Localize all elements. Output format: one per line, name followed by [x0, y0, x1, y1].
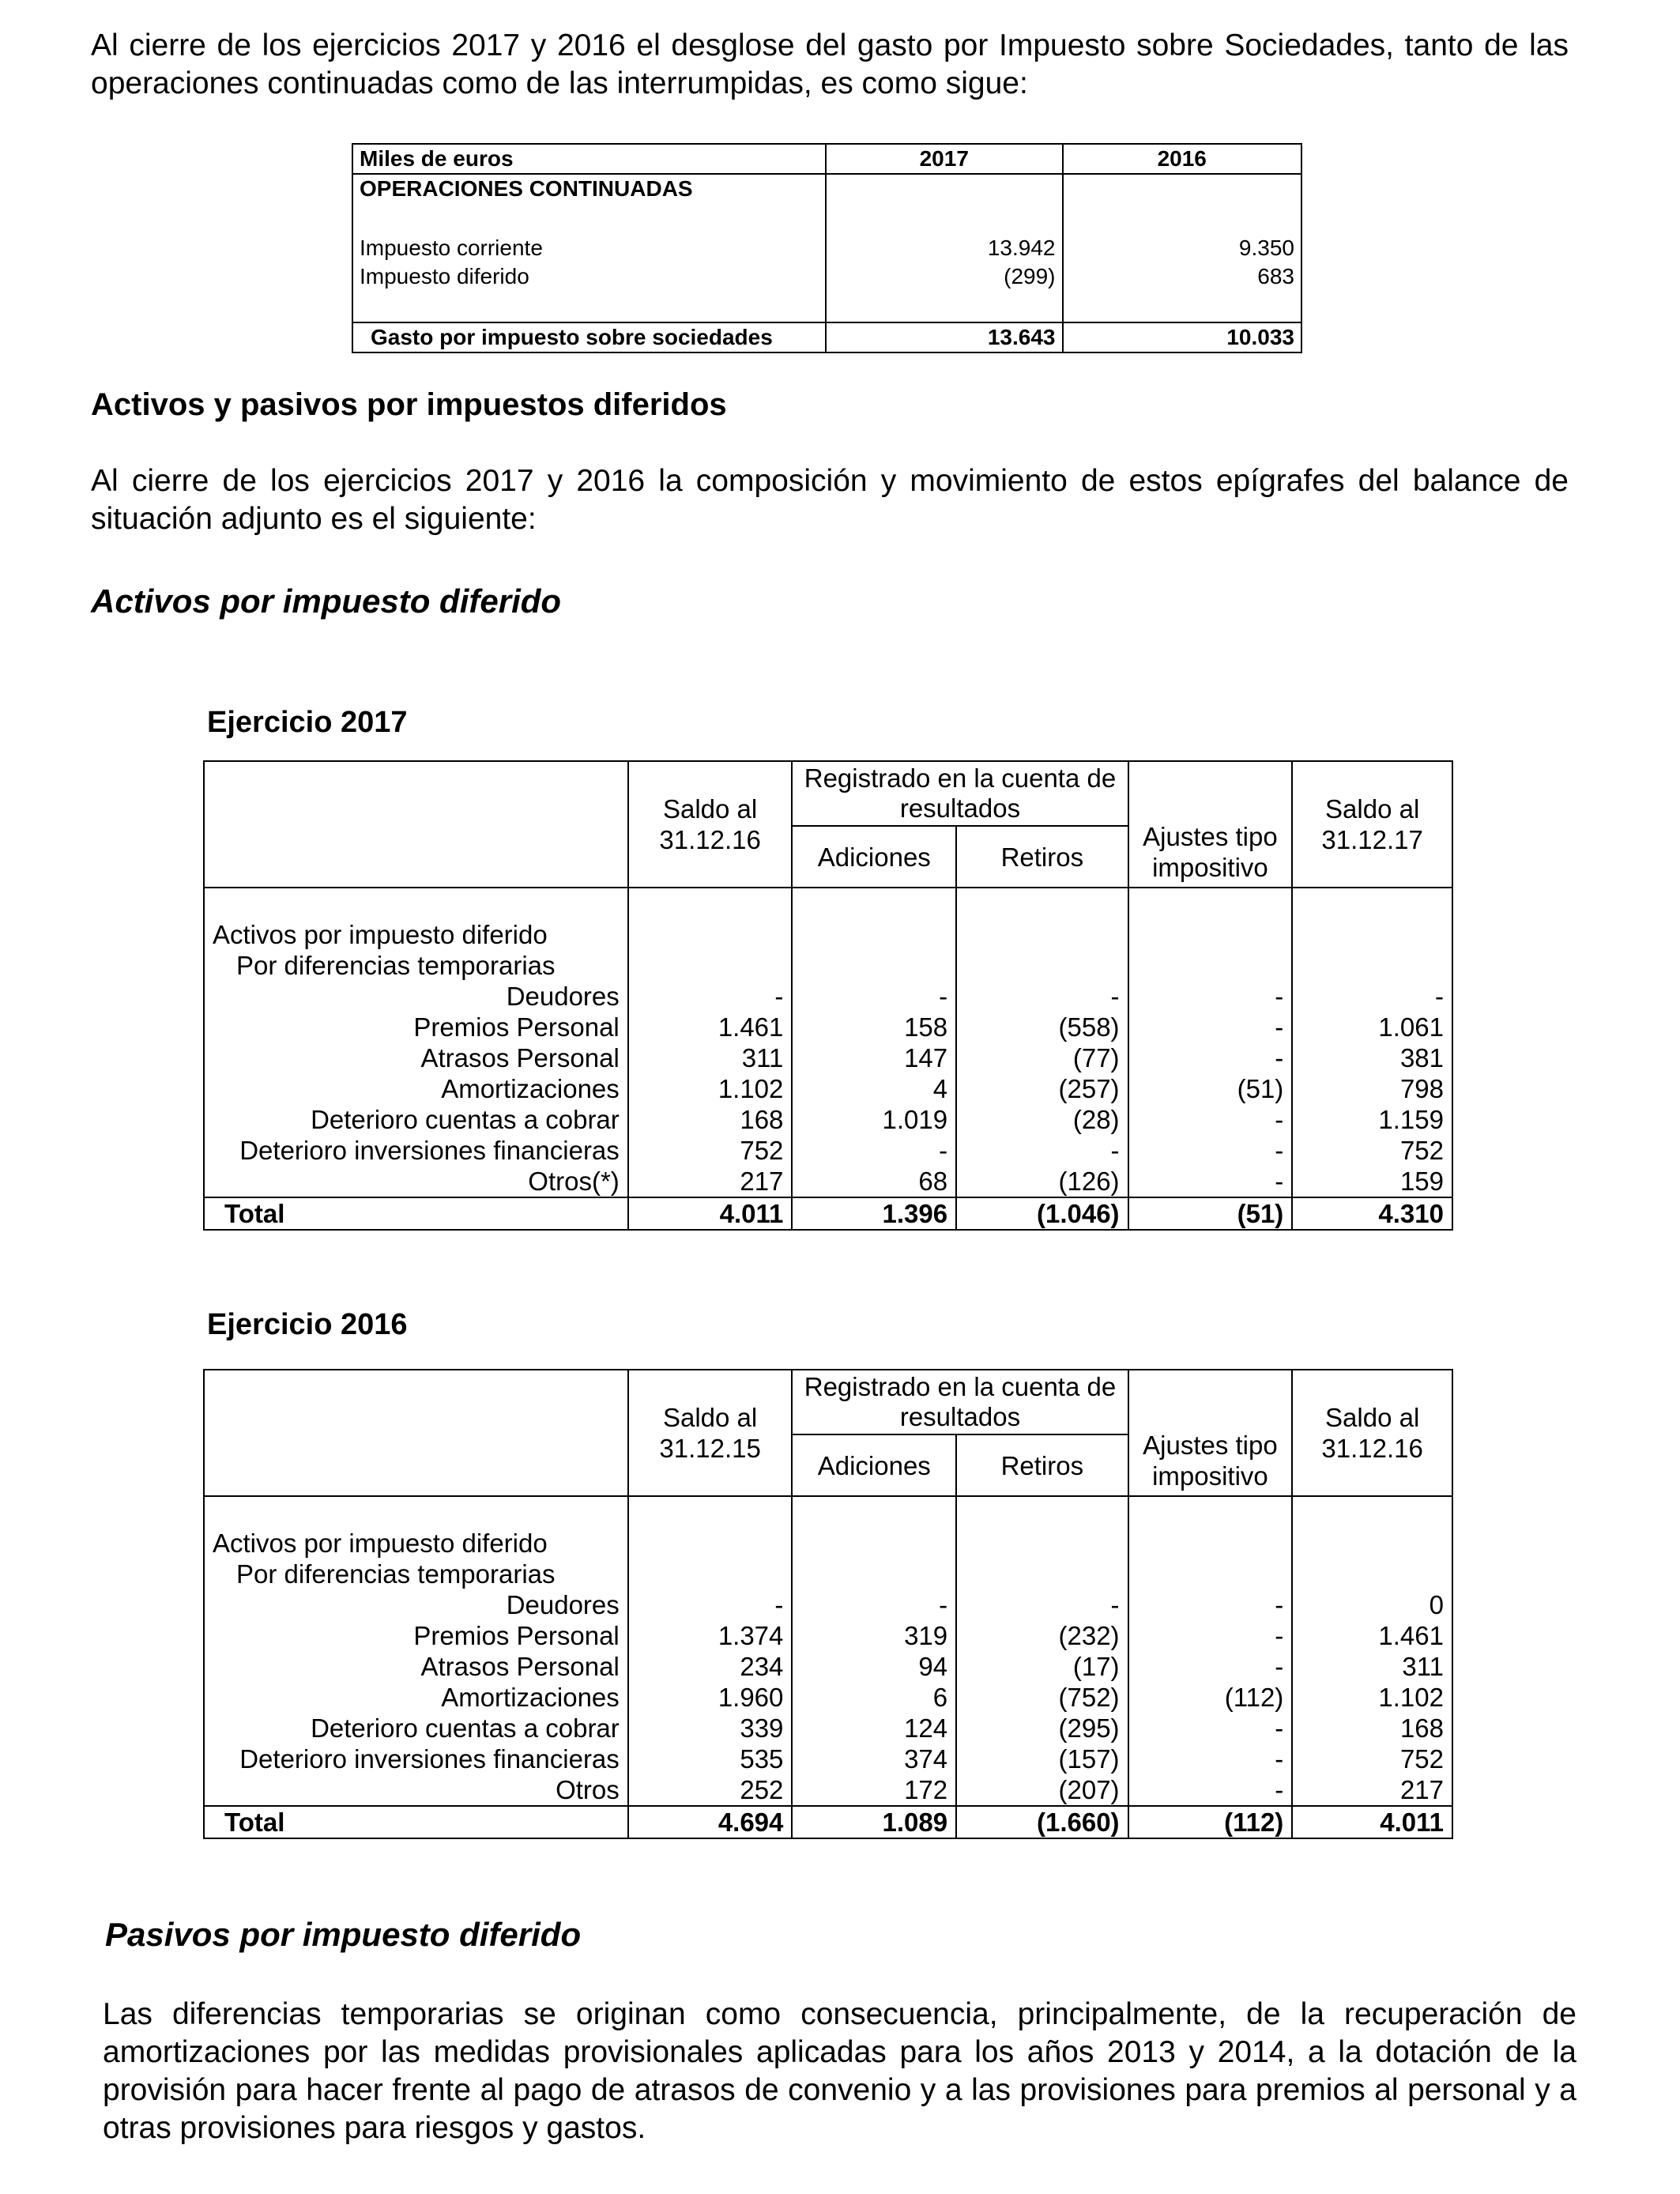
row-label: Atrasos Personal — [204, 1042, 628, 1073]
cell: - — [956, 1589, 1128, 1620]
intro-paragraph: Al cierre de los ejercicios 2017 y 2016 el desglose del gasto por Impuesto sobre Sociedades, tanto de las operaciones continuadas como de las interrumpidas, es como sigue: — [91, 28, 1569, 100]
table-row — [352, 234, 1301, 262]
header-saldo-final: Saldo al 31.12.17 — [1292, 761, 1452, 888]
table-row — [204, 1744, 1452, 1774]
header-adiciones: Adiciones — [792, 1434, 956, 1496]
row-label: Atrasos Personal — [204, 1651, 628, 1682]
subgroup-label: Por diferencias temporarias — [204, 950, 628, 981]
table-header-row — [352, 144, 1301, 174]
cell: - — [1128, 1104, 1293, 1135]
heading-pasivos: Pasivos por impuesto diferido — [105, 1916, 582, 1953]
row-label: Impuesto diferido — [352, 262, 826, 291]
total-cell: 4.694 — [628, 1806, 793, 1838]
header-label: Miles de euros — [352, 144, 826, 174]
cell: - — [628, 981, 793, 1012]
cell: 158 — [792, 1012, 956, 1042]
table-row — [204, 1135, 1452, 1166]
cell: (112) — [1128, 1682, 1293, 1713]
table-row — [204, 1073, 1452, 1104]
header-registrado: Registrado en la cuenta de resultados — [792, 761, 1128, 826]
cell: 94 — [792, 1651, 956, 1682]
row-label: Otros(*) — [204, 1166, 628, 1197]
header-saldo-inicial: Saldo al 31.12.15 — [628, 1370, 793, 1496]
total-cell: (1.660) — [956, 1806, 1128, 1838]
table-row — [204, 1620, 1452, 1651]
cell: (207) — [956, 1774, 1128, 1806]
row-label: Deterioro inversiones financieras — [204, 1135, 628, 1166]
cell: 381 — [1292, 1042, 1452, 1073]
subgroup-row — [204, 1559, 1452, 1589]
section-row — [352, 174, 1301, 203]
cell: - — [628, 1589, 793, 1620]
header-retiros: Retiros — [956, 1434, 1128, 1496]
total-label: Total — [204, 1197, 628, 1230]
cell: - — [1128, 981, 1293, 1012]
row-label: Deudores — [204, 1589, 628, 1620]
cell: 1.102 — [1292, 1682, 1452, 1713]
header-registrado: Registrado en la cuenta de resultados — [792, 1370, 1128, 1434]
cell: (157) — [956, 1744, 1128, 1774]
cell: (77) — [956, 1042, 1128, 1073]
row-label: Deterioro cuentas a cobrar — [204, 1104, 628, 1135]
header-2016: 2016 — [1063, 144, 1302, 174]
cell: 1.461 — [1292, 1620, 1452, 1651]
total-cell: (112) — [1128, 1806, 1293, 1838]
total-2017: 13.643 — [826, 322, 1062, 352]
cell: 234 — [628, 1651, 793, 1682]
cell: 1.461 — [628, 1012, 793, 1042]
cell: 1.960 — [628, 1682, 793, 1713]
header-adiciones: Adiciones — [792, 826, 956, 888]
cell: - — [1128, 1589, 1293, 1620]
cell: 217 — [1292, 1774, 1452, 1806]
row-label: Impuesto corriente — [352, 234, 826, 262]
row-label: Premios Personal — [204, 1012, 628, 1042]
table-2017-title: Ejercicio 2017 — [207, 706, 408, 739]
cell: - — [1128, 1651, 1293, 1682]
cell: (17) — [956, 1651, 1128, 1682]
cell: - — [792, 1135, 956, 1166]
total-cell: (51) — [1128, 1197, 1293, 1230]
row-label: Amortizaciones — [204, 1682, 628, 1713]
table-row — [204, 981, 1452, 1012]
header-empty — [204, 1370, 628, 1496]
cell: (232) — [956, 1620, 1128, 1651]
cell: - — [1128, 1620, 1293, 1651]
table-row — [204, 1682, 1452, 1713]
total-cell: 1.396 — [792, 1197, 956, 1230]
total-cell: 4.011 — [1292, 1806, 1452, 1838]
row-label: Premios Personal — [204, 1620, 628, 1651]
total-cell: 1.089 — [792, 1806, 956, 1838]
cell: - — [1128, 1012, 1293, 1042]
table-2016 — [203, 1369, 1453, 1839]
table-row — [204, 1042, 1452, 1073]
cell: 147 — [792, 1042, 956, 1073]
cell: - — [1128, 1744, 1293, 1774]
cell: 1.374 — [628, 1620, 793, 1651]
cell: (558) — [956, 1012, 1128, 1042]
total-label: Total — [204, 1806, 628, 1838]
cell: 124 — [792, 1713, 956, 1744]
cell: 752 — [628, 1135, 793, 1166]
tax-expense-table — [352, 143, 1302, 353]
total-row — [204, 1806, 1452, 1838]
cell-2017: 13.942 — [826, 234, 1062, 262]
row-label: Deterioro cuentas a cobrar — [204, 1713, 628, 1744]
total-2016: 10.033 — [1063, 322, 1302, 352]
total-label: Gasto por impuesto sobre sociedades — [352, 322, 826, 352]
cell: - — [1128, 1135, 1293, 1166]
table-row — [204, 1104, 1452, 1135]
cell: (126) — [956, 1166, 1128, 1197]
cell: (295) — [956, 1713, 1128, 1744]
cell: 339 — [628, 1713, 793, 1744]
cell: 752 — [1292, 1744, 1452, 1774]
header-ajustes: Ajustes tipo impositivo — [1128, 1370, 1293, 1496]
subgroup-row — [204, 950, 1452, 981]
cell: 1.102 — [628, 1073, 793, 1104]
total-cell: 4.310 — [1292, 1197, 1452, 1230]
group-row — [204, 1528, 1452, 1559]
cell-2016: 9.350 — [1063, 234, 1302, 262]
paragraph-composicion: Al cierre de los ejercicios 2017 y 2016 la composición y movimiento de estos epígrafes del balance de situación adjunto es el siguiente: — [91, 464, 1569, 536]
section-label: OPERACIONES CONTINUADAS — [352, 174, 826, 203]
cell: 374 — [792, 1744, 956, 1774]
cell: 252 — [628, 1774, 793, 1806]
cell: - — [1128, 1166, 1293, 1197]
heading-activos: Activos por impuesto diferido — [91, 582, 562, 620]
paragraph-pasivos: Las diferencias temporarias se originan como consecuencia, principalmente, de la recuperación de amortizaciones por las medidas provisionales aplicadas para los años 2013 y 2014, a la dotación de la provisión para hacer frente al pago de atrasos de convenio y a las provisiones para premios al personal y a otras provisiones para riesgos y gastos. — [103, 1997, 1576, 2145]
cell: - — [792, 1589, 956, 1620]
cell: 168 — [628, 1104, 793, 1135]
header-ajustes: Ajustes tipo impositivo — [1128, 761, 1293, 888]
cell: - — [1128, 1713, 1293, 1744]
table-2016-title: Ejercicio 2016 — [207, 1308, 408, 1341]
cell: 1.061 — [1292, 1012, 1452, 1042]
cell: 159 — [1292, 1166, 1452, 1197]
row-label: Otros — [204, 1774, 628, 1806]
cell: 0 — [1292, 1589, 1452, 1620]
heading-activos-pasivos: Activos y pasivos por impuestos diferidos — [91, 387, 727, 422]
cell: - — [1292, 981, 1452, 1012]
row-label: Deterioro inversiones financieras — [204, 1744, 628, 1774]
cell: 798 — [1292, 1073, 1452, 1104]
table-row — [204, 1589, 1452, 1620]
cell: 319 — [792, 1620, 956, 1651]
cell: 6 — [792, 1682, 956, 1713]
cell: (28) — [956, 1104, 1128, 1135]
cell: 168 — [1292, 1713, 1452, 1744]
row-label: Amortizaciones — [204, 1073, 628, 1104]
row-label: Deudores — [204, 981, 628, 1012]
table-row — [352, 262, 1301, 291]
table-row — [204, 1166, 1452, 1197]
header-empty — [204, 761, 628, 888]
cell: - — [956, 1135, 1128, 1166]
cell: 1.159 — [1292, 1104, 1452, 1135]
header-retiros: Retiros — [956, 826, 1128, 888]
cell: - — [956, 981, 1128, 1012]
cell: 311 — [628, 1042, 793, 1073]
cell-2017: (299) — [826, 262, 1062, 291]
group-label: Activos por impuesto diferido — [204, 919, 628, 950]
total-cell: (1.046) — [956, 1197, 1128, 1230]
total-cell: 4.011 — [628, 1197, 793, 1230]
header-saldo-final: Saldo al 31.12.16 — [1292, 1370, 1452, 1496]
cell-2016: 683 — [1063, 262, 1302, 291]
cell: (51) — [1128, 1073, 1293, 1104]
cell: - — [792, 981, 956, 1012]
cell: 311 — [1292, 1651, 1452, 1682]
cell: - — [1128, 1774, 1293, 1806]
group-label: Activos por impuesto diferido — [204, 1528, 628, 1559]
table-row — [204, 1012, 1452, 1042]
cell: (752) — [956, 1682, 1128, 1713]
cell: 217 — [628, 1166, 793, 1197]
table-row — [204, 1651, 1452, 1682]
cell: - — [1128, 1042, 1293, 1073]
subgroup-label: Por diferencias temporarias — [204, 1559, 628, 1589]
table-2017 — [203, 760, 1453, 1231]
cell: 68 — [792, 1166, 956, 1197]
cell: 535 — [628, 1744, 793, 1774]
group-row — [204, 919, 1452, 950]
cell: 172 — [792, 1774, 956, 1806]
cell: 1.019 — [792, 1104, 956, 1135]
header-saldo-inicial: Saldo al 31.12.16 — [628, 761, 793, 888]
table-row — [204, 1713, 1452, 1744]
total-row — [204, 1197, 1452, 1230]
cell: 4 — [792, 1073, 956, 1104]
table-row — [204, 1774, 1452, 1806]
cell: (257) — [956, 1073, 1128, 1104]
cell: 752 — [1292, 1135, 1452, 1166]
header-2017: 2017 — [826, 144, 1062, 174]
total-row — [352, 322, 1301, 352]
